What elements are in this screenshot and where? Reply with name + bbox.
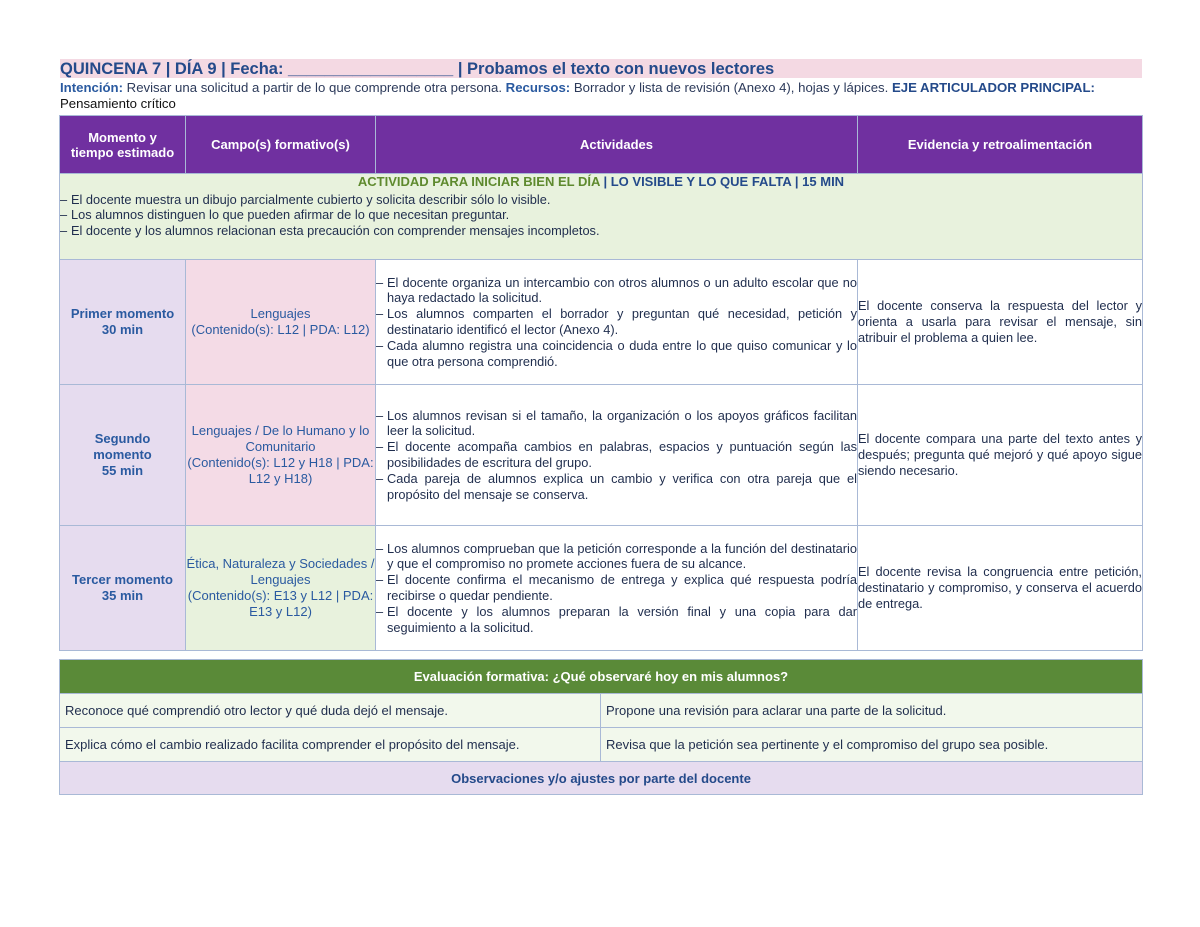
moment-cell: Segundo momento 55 min [60, 385, 186, 526]
evaluation-item: Reconoce qué comprendió otro lector y qué duda dejó el mensaje. [60, 694, 601, 728]
intencion-text: Revisar una solicitud a partir de lo que comprende otra persona. [123, 80, 506, 95]
campo-cell: Lenguajes (Contenido(s): L12 | PDA: L12) [186, 260, 376, 385]
intencion-label: Intención: [60, 80, 124, 95]
plan-table [59, 115, 1143, 651]
list-item: – El docente acompaña cambios en palabras, espacios y puntuación según las posibilidades de escritura del grupo. [376, 439, 857, 471]
evaluation-item: Propone una revisión para aclarar una parte de la solicitud. [601, 694, 1143, 728]
list-item: – Los alumnos comparten el borrador y preguntan qué necesidad, petición y destinatario identificó el lector (Anexo 4). [376, 306, 857, 338]
moment-cell: Tercer momento 35 min [60, 526, 186, 651]
list-item: – El docente confirma el mecanismo de entrega y explica qué respuesta podría recibirse o quedar pendiente. [376, 572, 857, 604]
moment-cell: Primer momento 30 min [60, 260, 186, 385]
header-row [60, 116, 1143, 174]
opening-title-green: ACTIVIDAD PARA INICIAR BIEN EL DÍA [357, 174, 600, 189]
list-item: – Los alumnos revisan si el tamaño, la organización o los apoyos gráficos facilitan leer la solicitud. [376, 408, 857, 440]
evidence-cell: El docente compara una parte del texto antes y después; pregunta qué mejoró y qué apoyo sigue siendo necesario. [858, 385, 1143, 526]
evaluation-item: Revisa que la petición sea pertinente y el compromiso del grupo sea posible. [601, 728, 1143, 762]
opening-row [60, 174, 1143, 260]
list-item: – El docente organiza un intercambio con otros alumnos o un adulto escolar que no haya redactado la solicitud. [376, 275, 857, 307]
evidence-cell: El docente revisa la congruencia entre petición, destinatario y compromiso, y conserva el acuerdo de entrega. [858, 526, 1143, 651]
table-row [60, 260, 1143, 385]
list-item: – El docente muestra un dibujo parcialmente cubierto y solicita describir sólo lo visible. [60, 192, 1142, 208]
activities-cell [376, 385, 858, 526]
recursos-label: Recursos: [505, 80, 571, 95]
evaluation-title: Evaluación formativa: ¿Qué observaré hoy en mis alumnos? [60, 660, 1143, 694]
opening-activity [60, 174, 1143, 260]
list-item: – El docente y los alumnos preparan la versión final y una copia para dar seguimiento a la solicitud. [376, 604, 857, 636]
list-item: – Cada pareja de alumnos explica un cambio y verifica con otra pareja que el propósito del mensaje se conserva. [376, 471, 857, 503]
list-item: – El docente y los alumnos relacionan esta precaución con comprender mensajes incompletos. [60, 223, 1142, 239]
evidence-cell: El docente conserva la respuesta del lector y orienta a usarla para revisar el mensaje, sin atribuir el problema a quien lee. [858, 260, 1143, 385]
opening-list [60, 192, 1142, 239]
header-actividades: Actividades [376, 116, 858, 174]
list-item: – Los alumnos distinguen lo que pueden afirmar de lo que necesitan preguntar. [60, 207, 1142, 223]
activities-cell [376, 526, 858, 651]
list-item: – Los alumnos comprueban que la petición corresponde a la función del destinatario y que el compromiso no promete acciones fuera de su alcance. [376, 541, 857, 573]
observations-row: Observaciones y/o ajustes por parte del docente [60, 762, 1143, 795]
table-row [60, 526, 1143, 651]
header-momento: Momento y tiempo estimado [60, 116, 186, 174]
campo-cell: Ética, Naturaleza y Sociedades / Lenguajes (Contenido(s): E13 y L12 | PDA: E13 y L12) [186, 526, 376, 651]
recursos-text: Borrador y lista de revisión (Anexo 4), hojas y lápices. [570, 80, 892, 95]
eje-label: EJE ARTICULADOR PRINCIPAL: [891, 80, 1095, 95]
table-row [60, 385, 1143, 526]
evaluation-table [59, 659, 1143, 795]
header-campo: Campo(s) formativo(s) [186, 116, 376, 174]
eje-text: Pensamiento crítico [60, 96, 176, 111]
opening-title-blue: | LO VISIBLE Y LO QUE FALTA | 15 MIN [599, 174, 845, 189]
campo-cell: Lenguajes / De lo Humano y lo Comunitario (Contenido(s): L12 y H18 | PDA: L12 y H18) [186, 385, 376, 526]
page-title: QUINCENA 7 | DÍA 9 | Fecha: __________________ | Probamos el texto con nuevos lectores [60, 60, 775, 78]
intent-line [60, 80, 1142, 112]
activities-cell [376, 260, 858, 385]
evaluation-item: Explica cómo el cambio realizado facilita comprender el propósito del mensaje. [60, 728, 601, 762]
header-evidencia: Evidencia y retroalimentación [858, 116, 1143, 174]
list-item: – Cada alumno registra una coincidencia o duda entre lo que quiso comunicar y lo que otra persona comprendió. [376, 338, 857, 370]
opening-title [60, 174, 1142, 190]
